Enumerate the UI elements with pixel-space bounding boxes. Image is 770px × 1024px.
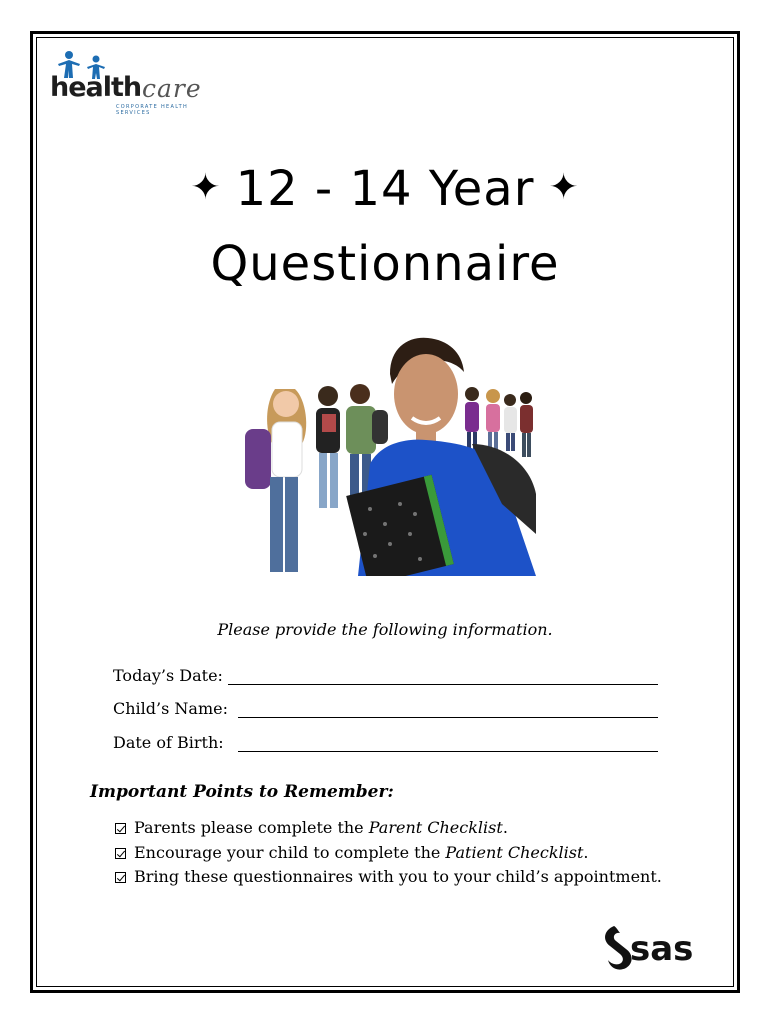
boy-foreground <box>346 338 536 576</box>
important-points-heading: Important Points to Remember: <box>90 782 394 802</box>
point-item: Encourage your child to complete the Patient Checklist. <box>115 843 588 862</box>
title-line-2: Questionnaire <box>210 236 560 292</box>
date-of-birth-input-line[interactable] <box>238 751 658 752</box>
form-instruction: Please provide the following information. <box>217 620 553 639</box>
girl-with-book <box>316 386 340 508</box>
title-line-1 <box>0 158 770 219</box>
point-item: Bring these questionnaires with you to your child’s appointment. <box>115 867 662 886</box>
field-label-date-of-birth: Date of Birth: <box>113 733 224 752</box>
title-age-range: 12 - 14 Year <box>235 161 535 217</box>
field-label-childs-name: Child’s Name: <box>113 699 228 718</box>
checked-box-icon <box>115 872 126 883</box>
logo-subtitle: CORPORATE HEALTH SERVICES <box>116 104 189 116</box>
teenagers-photo <box>240 334 540 576</box>
star-icon: ✦ <box>190 167 222 208</box>
sas-swoosh-icon <box>605 926 632 970</box>
checked-box-icon <box>115 848 126 859</box>
logo-word-care: care <box>142 74 202 103</box>
checked-box-icon <box>115 823 126 834</box>
sas-logo <box>600 920 715 972</box>
childs-name-input-line[interactable] <box>238 717 658 718</box>
svg-text:sas: sas <box>630 929 694 969</box>
todays-date-input-line[interactable] <box>228 684 658 685</box>
point-item: Parents please complete the Parent Checklist. <box>115 818 508 837</box>
healthcare-logo <box>50 50 220 114</box>
logo-word-health: health <box>50 72 142 103</box>
field-label-todays-date: Today’s Date: <box>113 666 223 685</box>
star-icon: ✦ <box>548 167 580 208</box>
girl-left <box>245 389 306 572</box>
